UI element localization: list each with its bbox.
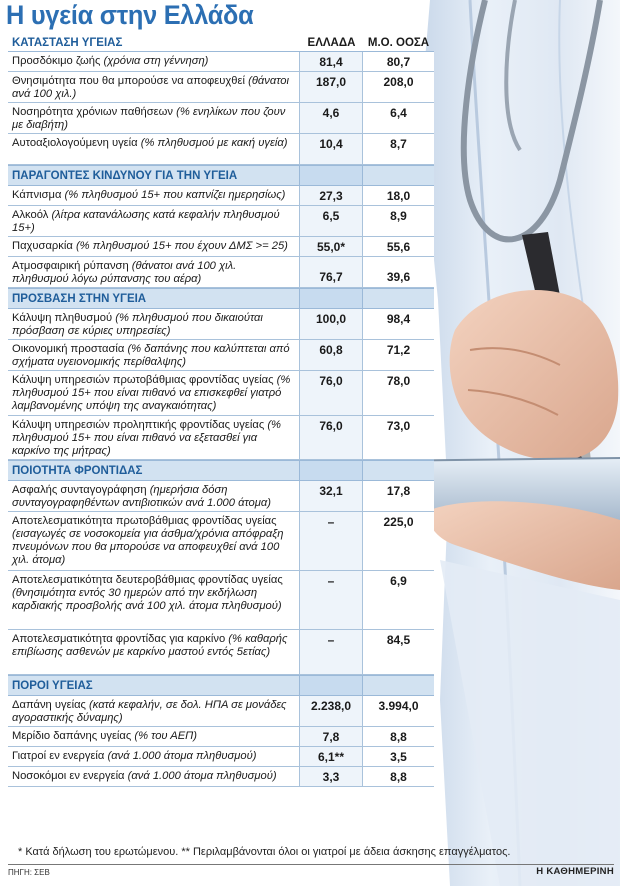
row-indicator bbox=[8, 237, 300, 256]
greece-value: 6,5 bbox=[300, 206, 363, 236]
indicator-label: Αποτελεσματικότητα δευτεροβάθμιας φροντίδας υγείας bbox=[12, 574, 283, 586]
section-title: ΠΟΡΟΙ ΥΓΕΙΑΣ bbox=[12, 679, 93, 692]
indicator-detail: (% πληθυσμού 15+ που καπνίζει ημερησίως) bbox=[64, 189, 286, 201]
greece-value: 60,8 bbox=[300, 340, 363, 370]
table-row bbox=[8, 727, 434, 747]
greece-value: 2.238,0 bbox=[300, 696, 363, 726]
indicator-detail: (% ενηλίκων που ζουν με διαβήτη) bbox=[12, 106, 286, 131]
indicator-detail: (θνησιμότητα εντός 30 ημερών από την εκδήλωση καρδιακής προσβολής ανά 100 χιλ. άτομα πληθυσμού) bbox=[12, 587, 282, 612]
greece-value: 76,0 bbox=[300, 371, 363, 415]
section-spacer bbox=[362, 676, 434, 695]
indicator-label: Ατμοσφαιρική ρύπανση bbox=[12, 260, 132, 272]
indicator-detail: (% πληθυσμού 15+ που είναι πιθανό να επισκεφθεί γιατρό λαμβανομένης υπόψη της αναγκαιότητας) bbox=[12, 374, 291, 412]
indicator-detail: (% πληθυσμού 15+ που έχουν ΔΜΣ >= 25) bbox=[75, 240, 288, 252]
indicator-label: Κάπνισμα bbox=[12, 189, 65, 201]
table-row bbox=[8, 52, 434, 72]
greece-value: 100,0 bbox=[300, 309, 363, 339]
indicator-label: Νοσοκόμοι εν ενεργεία bbox=[12, 770, 128, 782]
indicator-label: Προσδόκιμο ζωής bbox=[12, 55, 104, 67]
oecd-value: 84,5 bbox=[363, 630, 434, 674]
table-row bbox=[8, 186, 434, 206]
row-indicator bbox=[8, 309, 300, 339]
header-category: ΚΑΤΑΣΤΑΣΗ ΥΓΕΙΑΣ bbox=[12, 36, 123, 49]
indicator-label: Παχυσαρκία bbox=[12, 240, 76, 252]
table-row bbox=[8, 696, 434, 727]
section-spacer bbox=[362, 289, 434, 308]
table-row bbox=[8, 571, 434, 630]
indicator-label: Ασφαλής συνταγογράφηση bbox=[12, 484, 150, 496]
table-row bbox=[8, 309, 434, 340]
row-indicator bbox=[8, 257, 300, 287]
indicator-detail: (% δαπάνης που καλύπτεται από σχήματα υγειονομικής περίθαλψης) bbox=[12, 343, 290, 368]
section-header bbox=[8, 165, 434, 186]
table-row bbox=[8, 630, 434, 675]
oecd-value: 71,2 bbox=[363, 340, 434, 370]
greece-value: 187,0 bbox=[300, 72, 363, 102]
row-indicator bbox=[8, 696, 300, 726]
indicator-detail: (εισαγωγές σε νοσοκομεία για άσθμα/χρόνια απόφραξη πνευμόνων που θα μπορούσε να αποφευχθεί ανά 100 χιλ. άτομα) bbox=[12, 528, 284, 566]
indicator-detail: (κατά κεφαλήν, σε δολ. ΗΠΑ σε μονάδες αγοραστικής δύναμης) bbox=[12, 699, 287, 724]
publisher-logo: Η ΚΑΘΗΜΕΡΙΝΗ bbox=[536, 866, 614, 877]
indicator-detail: (θάνατοι ανά 100 χιλ. πληθυσμού λόγω ρύπανσης του αέρα) bbox=[12, 260, 237, 285]
indicator-label: Κάλυψη πληθυσμού bbox=[12, 312, 116, 324]
indicator-label: Δαπάνη υγείας bbox=[12, 699, 90, 711]
greece-value: – bbox=[300, 630, 363, 674]
greece-value: 6,1** bbox=[300, 747, 363, 766]
indicator-detail: (χρόνια στη γέννηση) bbox=[103, 55, 209, 67]
table-row bbox=[8, 257, 434, 288]
row-indicator bbox=[8, 481, 300, 511]
oecd-value: 8,8 bbox=[363, 727, 434, 746]
greece-value: 76,0 bbox=[300, 416, 363, 459]
section-title: ΠΡΟΣΒΑΣΗ ΣΤΗΝ ΥΓΕΙΑ bbox=[12, 292, 147, 305]
section-spacer bbox=[299, 461, 363, 480]
indicator-label: Κάλυψη υπηρεσιών πρωτοβάθμιας φροντίδας υγείας bbox=[12, 374, 277, 386]
greece-value: – bbox=[300, 571, 363, 629]
table-row bbox=[8, 481, 434, 512]
row-indicator bbox=[8, 134, 300, 164]
table-row bbox=[8, 103, 434, 134]
row-indicator bbox=[8, 630, 300, 674]
footnote: * Κατά δήλωση του ερωτώμενου. ** Περιλαμβάνονται όλοι οι γιατροί με άδεια άσκησης επαγγέλματος. bbox=[18, 846, 511, 858]
oecd-value: 80,7 bbox=[363, 52, 434, 71]
greece-value: 81,4 bbox=[300, 52, 363, 71]
oecd-value: 8,8 bbox=[363, 767, 434, 786]
indicator-detail: (ανά 1.000 άτομα πληθυσμού) bbox=[107, 750, 257, 762]
row-indicator bbox=[8, 72, 300, 102]
section-title: ΠΑΡΑΓΟΝΤΕΣ ΚΙΝΔΥΝΟΥ ΓΙΑ ΤΗΝ ΥΓΕΙΑ bbox=[12, 169, 238, 182]
header-greece: ΕΛΛΑΔΑ bbox=[307, 36, 356, 49]
health-table bbox=[8, 34, 434, 787]
table-row bbox=[8, 340, 434, 371]
oecd-value: 208,0 bbox=[363, 72, 434, 102]
section-title: ΠΟΙΟΤΗΤΑ ΦΡΟΝΤΙΔΑΣ bbox=[12, 464, 143, 477]
section-spacer bbox=[299, 676, 363, 695]
oecd-value: 78,0 bbox=[363, 371, 434, 415]
oecd-value: 17,8 bbox=[363, 481, 434, 511]
oecd-value: 8,9 bbox=[363, 206, 434, 236]
table-row bbox=[8, 747, 434, 767]
section-spacer bbox=[362, 166, 434, 185]
row-indicator bbox=[8, 52, 300, 71]
indicator-label: Κάλυψη υπηρεσιών προληπτικής φροντίδας υγείας bbox=[12, 419, 268, 431]
source-note: ΠΗΓΗ: ΣΕΒ bbox=[8, 868, 50, 877]
indicator-detail: (λίτρα κατανάλωσης κατά κεφαλήν πληθυσμού 15+) bbox=[12, 209, 280, 234]
table-header bbox=[8, 34, 434, 51]
greece-value: 27,3 bbox=[300, 186, 363, 205]
table-body bbox=[8, 51, 434, 787]
page-title: Η υγεία στην Ελλάδα bbox=[6, 0, 254, 30]
indicator-detail: (ανά 1.000 άτομα πληθυσμού) bbox=[127, 770, 277, 782]
greece-value: – bbox=[300, 512, 363, 570]
oecd-value: 8,7 bbox=[363, 134, 434, 164]
indicator-detail: (ημερήσια δόση συνταγογραφηθέντων αντιβιοτικών ανά 1.000 άτομα) bbox=[12, 484, 271, 509]
table-row bbox=[8, 237, 434, 257]
indicator-label: Γιατροί εν ενεργεία bbox=[12, 750, 108, 762]
table-row bbox=[8, 767, 434, 787]
table-row bbox=[8, 512, 434, 571]
indicator-label: Θνησιμότητα που θα μπορούσε να αποφευχθεί bbox=[12, 75, 249, 87]
indicator-label: Αυτοαξιολογούμενη υγεία bbox=[12, 137, 141, 149]
row-indicator bbox=[8, 571, 300, 629]
row-indicator bbox=[8, 103, 300, 133]
oecd-value: 3.994,0 bbox=[363, 696, 434, 726]
indicator-detail: (% πληθυσμού που δικαιούται πρόσβαση σε κύριες υπηρεσίες) bbox=[12, 312, 263, 337]
indicator-label: Οικονομική προστασία bbox=[12, 343, 128, 355]
row-indicator bbox=[8, 512, 300, 570]
row-indicator bbox=[8, 747, 300, 766]
indicator-label: Αλκοόλ bbox=[12, 209, 52, 221]
oecd-value: 18,0 bbox=[363, 186, 434, 205]
table-row bbox=[8, 134, 434, 165]
row-indicator bbox=[8, 767, 300, 786]
table-row bbox=[8, 371, 434, 416]
indicator-detail: (% πληθυσμού 15+ που είναι πιθανό να εξετασθεί για καρκίνο της μήτρας) bbox=[12, 419, 281, 457]
table-row bbox=[8, 206, 434, 237]
row-indicator bbox=[8, 206, 300, 236]
divider bbox=[8, 864, 614, 865]
section-spacer bbox=[299, 289, 363, 308]
oecd-value: 73,0 bbox=[363, 416, 434, 459]
oecd-value: 98,4 bbox=[363, 309, 434, 339]
indicator-label: Μερίδιο δαπάνης υγείας bbox=[12, 730, 135, 742]
greece-value: 10,4 bbox=[300, 134, 363, 164]
row-indicator bbox=[8, 371, 300, 415]
section-spacer bbox=[362, 461, 434, 480]
greece-value: 32,1 bbox=[300, 481, 363, 511]
row-indicator bbox=[8, 416, 300, 459]
row-indicator bbox=[8, 340, 300, 370]
greece-value: 4,6 bbox=[300, 103, 363, 133]
section-header bbox=[8, 288, 434, 309]
indicator-detail: (% καθαρής επιβίωσης ασθενών με καρκίνο μαστού εντός 5ετίας) bbox=[12, 633, 288, 658]
greece-value: 3,3 bbox=[300, 767, 363, 786]
header-oecd: Μ.Ο. ΟΟΣΑ bbox=[367, 36, 430, 49]
section-spacer bbox=[299, 166, 363, 185]
greece-value: 7,8 bbox=[300, 727, 363, 746]
indicator-label: Νοσηρότητα χρόνιων παθήσεων bbox=[12, 106, 177, 118]
indicator-detail: (θάνατοι ανά 100 χιλ.) bbox=[12, 75, 289, 100]
row-indicator bbox=[8, 727, 300, 746]
table-row bbox=[8, 416, 434, 460]
section-header bbox=[8, 460, 434, 481]
oecd-value: 6,9 bbox=[363, 571, 434, 629]
oecd-value: 225,0 bbox=[363, 512, 434, 570]
indicator-detail: (% πληθυσμού με κακή υγεία) bbox=[140, 137, 288, 149]
table-row bbox=[8, 72, 434, 103]
section-header bbox=[8, 675, 434, 696]
row-indicator bbox=[8, 186, 300, 205]
oecd-value: 55,6 bbox=[363, 237, 434, 256]
greece-value: 55,0* bbox=[300, 237, 363, 256]
oecd-value: 3,5 bbox=[363, 747, 434, 766]
indicator-label: Αποτελεσματικότητα πρωτοβάθμιας φροντίδας υγείας bbox=[12, 515, 277, 527]
oecd-value: 6,4 bbox=[363, 103, 434, 133]
indicator-label: Αποτελεσματικότητα φροντίδας για καρκίνο bbox=[12, 633, 229, 645]
greece-value: 76,7 bbox=[300, 257, 363, 287]
indicator-detail: (% του ΑΕΠ) bbox=[134, 730, 198, 742]
oecd-value: 39,6 bbox=[363, 257, 434, 287]
